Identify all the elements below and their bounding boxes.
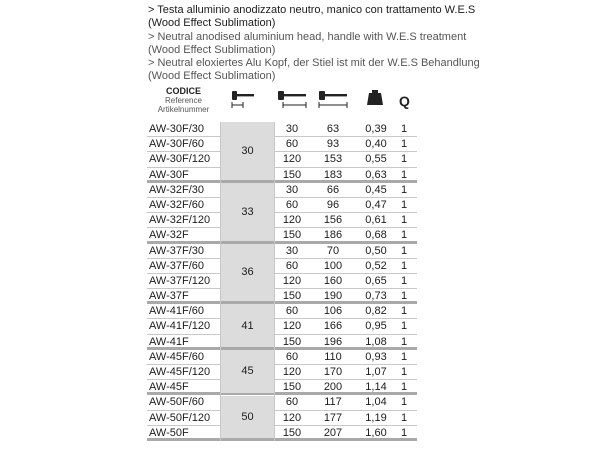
article-label: Artikelnummer [157, 105, 210, 114]
cell-c3: 120 [282, 214, 302, 227]
cell-c3: 30 [285, 123, 299, 135]
product-code: AW-30F/120 [149, 153, 211, 166]
cell-c4: 177 [323, 411, 343, 424]
cell-c6: 1 [400, 396, 408, 409]
table-row [147, 198, 417, 213]
cell-c3: 150 [282, 381, 302, 394]
description-german: > Neutral eloxiertes Alu Kopf, der Stiel ist mit der W.E.S Behandlung [148, 57, 480, 70]
table-row [147, 213, 417, 228]
table-header [147, 86, 417, 122]
product-code: AW-50F [149, 426, 189, 439]
cell-c5: 0,68 [365, 229, 387, 242]
group-diameter-cell: 41 [221, 304, 274, 347]
cell-c5: 1,19 [365, 411, 387, 424]
product-code: AW-37F/30 [149, 244, 205, 257]
cell-c4: 190 [323, 290, 343, 303]
cell-c4: 207 [323, 426, 343, 439]
cell-c4: 110 [324, 350, 342, 363]
cell-c6: 1 [400, 320, 408, 333]
table-row [147, 274, 417, 289]
product-code: AW-30F [149, 168, 189, 181]
cell-c3: 150 [282, 290, 302, 303]
cell-c4: 186 [323, 229, 343, 242]
product-code: AW-32F [149, 229, 189, 242]
cell-c5: 0,82 [365, 305, 387, 318]
cell-c6: 1 [400, 214, 408, 227]
product-code: AW-41F/60 [149, 305, 205, 318]
cell-c4: 183 [323, 168, 343, 181]
cell-c3: 120 [282, 274, 302, 287]
cell-c3: 150 [282, 426, 302, 439]
cell-c5: 1,08 [365, 335, 387, 348]
cell-c3: 30 [285, 183, 299, 196]
cell-c4: 70 [326, 244, 340, 257]
table-row [147, 365, 417, 380]
product-code: AW-41F/120 [149, 320, 211, 333]
cell-c3: 60 [285, 350, 299, 363]
overall-length-icon [318, 90, 348, 108]
row-divider [147, 438, 417, 441]
cell-c6: 1 [400, 183, 408, 196]
cell-c3: 60 [285, 198, 299, 211]
cell-c5: 1,04 [365, 396, 387, 409]
cell-c4: 96 [326, 198, 340, 211]
product-description [148, 4, 600, 84]
product-code: AW-45F [149, 381, 189, 394]
table-row [147, 335, 417, 350]
product-code: AW-30F/30 [149, 123, 205, 135]
table-row [147, 228, 417, 243]
table-row [147, 122, 417, 137]
table-row [147, 395, 417, 410]
cell-c6: 1 [400, 229, 408, 242]
column-divider [274, 122, 275, 441]
table-row [147, 244, 417, 259]
table-row [147, 304, 417, 319]
handle-length-icon [277, 90, 307, 108]
table-row [147, 289, 417, 304]
table-row [147, 259, 417, 274]
table-row [147, 426, 417, 441]
cell-c6: 1 [400, 366, 408, 378]
cell-c5: 0,93 [365, 350, 387, 363]
cell-c5: 0,95 [365, 320, 387, 333]
cell-c6: 1 [400, 335, 408, 348]
table-row [147, 137, 417, 152]
cell-c5: 0,73 [365, 290, 387, 303]
description-german-note: (Wood Effect Sublimation) [148, 70, 276, 83]
cell-c6: 1 [400, 290, 408, 303]
column-divider [220, 122, 221, 441]
product-code: AW-30F/60 [149, 138, 205, 151]
head-diameter-icon [231, 90, 255, 108]
group-diameter-cell: 30 [221, 122, 274, 180]
cell-c4: 200 [323, 381, 343, 394]
cell-c6: 1 [400, 350, 408, 363]
cell-c6: 1 [400, 138, 408, 151]
cell-c4: 153 [323, 153, 343, 166]
cell-c4: 93 [326, 138, 340, 151]
product-table [147, 86, 417, 441]
cell-c4: 106 [323, 305, 343, 318]
cell-c5: 0,65 [365, 274, 387, 287]
cell-c4: 156 [323, 214, 343, 227]
cell-c6: 1 [400, 259, 408, 272]
cell-c5: 0,40 [365, 138, 387, 151]
cell-c6: 1 [400, 168, 408, 181]
cell-c4: 160 [323, 274, 343, 287]
table-row [147, 380, 417, 395]
table-row [147, 319, 417, 334]
cell-c4: 166 [323, 320, 343, 333]
cell-c4: 117 [324, 396, 342, 409]
cell-c5: 1,14 [365, 381, 387, 394]
cell-c3: 30 [285, 244, 299, 257]
cell-c4: 63 [326, 123, 340, 135]
product-code: AW-45F/60 [149, 350, 205, 363]
cell-c4: 196 [323, 335, 343, 348]
cell-c3: 120 [282, 153, 302, 166]
cell-c6: 1 [400, 274, 408, 287]
cell-c5: 0,45 [365, 183, 387, 196]
cell-c5: 0,52 [365, 259, 387, 272]
cell-c6: 1 [400, 411, 408, 424]
code-header [147, 86, 220, 114]
cell-c5: 0,55 [365, 153, 387, 166]
product-code: AW-37F/120 [149, 274, 211, 287]
cell-c5: 1,07 [365, 366, 387, 378]
cell-c4: 170 [323, 366, 343, 378]
product-code: AW-32F/60 [149, 198, 205, 211]
cell-c5: 0,61 [365, 214, 387, 227]
quantity-header: Q [399, 93, 410, 109]
cell-c3: 150 [282, 335, 302, 348]
cell-c6: 1 [400, 426, 408, 439]
table-row [147, 168, 417, 183]
cell-c6: 1 [400, 381, 408, 394]
group-diameter-cell: 33 [221, 183, 274, 241]
code-label: CODICE [165, 86, 201, 96]
table-row [147, 183, 417, 198]
cell-c6: 1 [400, 123, 408, 135]
cell-c3: 150 [282, 229, 302, 242]
cell-c6: 1 [400, 305, 408, 318]
cell-c3: 120 [282, 411, 302, 424]
cell-c3: 120 [282, 366, 302, 378]
cell-c3: 60 [285, 396, 299, 409]
group-diameter-cell: 45 [221, 350, 274, 393]
description-english-note: (Wood Effect Sublimation) [148, 43, 276, 56]
cell-c3: 60 [285, 305, 299, 318]
weight-icon [366, 90, 384, 106]
product-code: AW-32F/120 [149, 214, 211, 227]
cell-c5: 0,47 [365, 198, 387, 211]
cell-c3: 60 [285, 259, 299, 272]
cell-c6: 1 [400, 244, 408, 257]
cell-c3: 150 [282, 168, 302, 181]
cell-c5: 0,39 [365, 123, 387, 135]
table-body [147, 122, 417, 441]
table-row [147, 411, 417, 426]
product-code: AW-41F [149, 335, 189, 348]
cell-c4: 66 [326, 183, 340, 196]
reference-label: Reference [165, 96, 202, 105]
cell-c4: 100 [323, 259, 343, 272]
cell-c6: 1 [400, 198, 408, 211]
product-code: AW-50F/120 [149, 411, 211, 424]
table-row [147, 350, 417, 365]
group-diameter-cell: 36 [221, 244, 274, 302]
cell-c5: 1,60 [365, 426, 387, 439]
product-code: AW-50F/60 [149, 396, 205, 409]
product-code: AW-37F [149, 290, 189, 303]
cell-c6: 1 [400, 153, 408, 166]
cell-c5: 0,63 [365, 168, 387, 181]
cell-c3: 60 [285, 138, 299, 151]
table-row [147, 152, 417, 167]
description-italian: > Testa alluminio anodizzato neutro, manico con trattamento W.E.S [148, 4, 476, 16]
group-diameter-cell: 50 [221, 396, 274, 439]
product-code: AW-45F/120 [149, 366, 211, 378]
description-english: > Neutral anodised aluminium head, handle with W.E.S treatment [148, 30, 467, 43]
product-code: AW-37F/60 [149, 259, 205, 272]
product-code: AW-32F/30 [149, 183, 205, 196]
cell-c3: 120 [282, 320, 302, 333]
cell-c5: 0,50 [365, 244, 387, 257]
description-italian-note: (Wood Effect Sublimation) [148, 17, 276, 30]
